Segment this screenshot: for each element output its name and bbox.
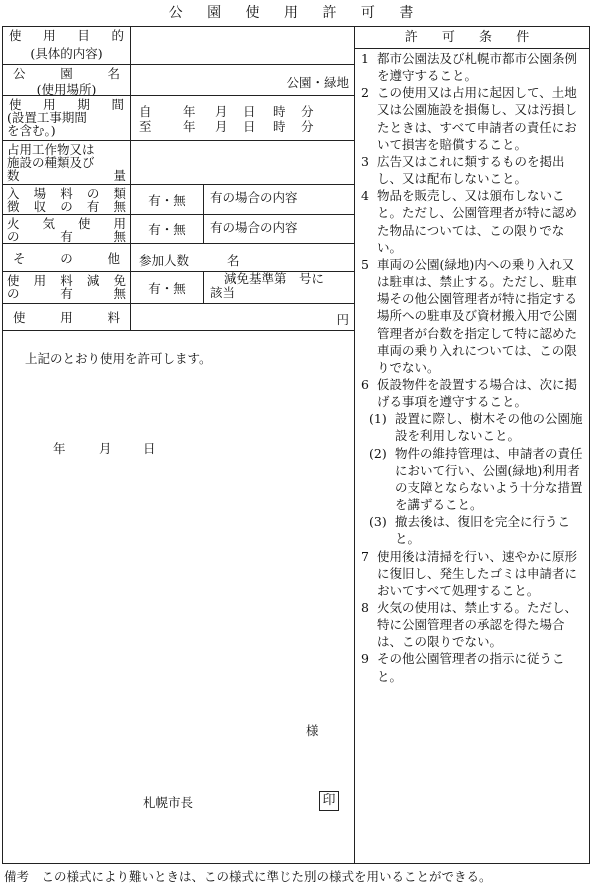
reduction-basis-text: 減免基準第 号に (224, 271, 325, 286)
row-structure (3, 141, 355, 185)
label-char: 他 (107, 251, 120, 266)
structure-field[interactable] (131, 141, 355, 184)
unit-day: 日 (243, 119, 256, 134)
label-char: の (86, 186, 100, 201)
remarks-note: 備考 この様式により難いときは、この様式に準じた別の様式を用いることができる。 (4, 869, 492, 884)
yen-unit: 円 (336, 312, 349, 327)
seal-mark: 印 (319, 791, 339, 811)
other-field[interactable] (131, 244, 355, 271)
label-char: 場 (33, 186, 47, 201)
condition-text: 物品を販売し、又は頒布しないこと。ただし、公園管理者が特に認めた物品については、この限りでない。 (377, 188, 578, 255)
label-subtext: 施設の種類及び (7, 155, 95, 170)
label-char: 減 (86, 273, 100, 288)
addressee-suffix: 様 (306, 723, 319, 738)
label-park (3, 65, 131, 95)
condition-item (361, 153, 585, 187)
row-entry-fee (3, 185, 355, 215)
label-char: 間 (111, 97, 124, 112)
label-char: の (7, 229, 20, 244)
condition-item (361, 599, 585, 650)
unit-year: 年 (183, 104, 196, 119)
subitem-text: 撤去後は、復旧を完全に行うこと。 (395, 514, 571, 547)
label-char: 使 (9, 97, 22, 112)
row-period (3, 96, 355, 141)
label-char: の (60, 251, 73, 266)
issuer-name: 札幌市長 (143, 795, 194, 810)
participants-label: 参加人数 (139, 253, 190, 268)
unit-hour: 時 (273, 119, 286, 134)
label-char: 無 (113, 199, 126, 214)
unit-year: 年 (183, 119, 196, 134)
row-park (3, 65, 355, 96)
label-fee-reduction (3, 272, 131, 303)
label-char: 有 (60, 286, 73, 301)
form-frame (2, 26, 590, 864)
permit-statement: 上記のとおり使用を許可します。 (25, 351, 212, 366)
label-char: 免 (113, 273, 126, 288)
condition-text: 都市公園法及び札幌市都市公園条例を遵守すること。 (377, 51, 578, 84)
label-char: 使 (7, 273, 20, 288)
condition-subitem (361, 445, 585, 514)
subitem-number: (1) (369, 411, 387, 427)
label-char: 用 (33, 273, 47, 288)
label-char: の (7, 286, 20, 301)
row-fee-reduction (3, 272, 355, 304)
label-char: 期 (77, 97, 90, 112)
condition-number: 8 (361, 600, 369, 615)
label-char: 数 (7, 168, 20, 183)
condition-item (361, 256, 585, 376)
label-subtext: (設置工事期間 (7, 110, 87, 125)
unit-minute: 分 (301, 119, 314, 134)
condition-text: 使用後は清掃を行い、速やかに原形に復旧し、発生したゴミは申請者においてすべて処理すること。 (377, 548, 578, 598)
condition-item (361, 84, 585, 153)
conditions-heading: 許 可 条 件 (355, 27, 589, 49)
document-title: 公 園 使 用 許 可 書 (168, 5, 424, 21)
condition-text: 車両の公園(緑地)内への乗り入れ又は駐車は、禁止する。ただし、駐車場その他公園管理者が特に指定する場所への駐車及び資材搬入用で公園管理者が台数を指定して特に認めた車両の乗り入れについては、この限りでない。 (377, 256, 578, 375)
condition-item (361, 187, 585, 256)
unit-hour: 時 (273, 104, 286, 119)
period-to-label: 至 (139, 119, 152, 134)
unit-minute: 分 (301, 104, 314, 119)
park-type-value: 公園・緑地 (286, 75, 349, 90)
label-subtext: (使用場所) (36, 82, 97, 97)
conditions-list (355, 49, 589, 685)
condition-subitem (361, 410, 585, 444)
label-char: 類 (113, 186, 126, 201)
permit-date-month: 月 (99, 441, 112, 456)
label-char: 量 (113, 168, 126, 183)
label-structure (3, 141, 131, 184)
label-entry-fee (3, 185, 131, 214)
label-char: 用 (60, 310, 73, 325)
label-subtext: 占用工作物又は (7, 142, 95, 157)
label-char: 料 (60, 273, 73, 288)
row-usage-fee (3, 304, 355, 331)
label-char: 的 (111, 28, 124, 43)
reduction-basis-text: 該当 (210, 285, 236, 300)
subitem-number: (2) (369, 445, 387, 461)
label-char: 無 (113, 286, 126, 301)
condition-number: 9 (361, 651, 369, 667)
label-char: 気 (42, 216, 55, 231)
label-subtext: (具体的内容) (30, 46, 103, 61)
fee-reduction-select[interactable]: 有・無 (131, 272, 204, 303)
label-char: 有 (60, 229, 73, 244)
subitem-number: (3) (369, 514, 387, 530)
unit-day: 日 (243, 104, 256, 119)
label-char: 無 (113, 229, 126, 244)
condition-text: その他公園管理者の指示に従うこと。 (377, 651, 565, 684)
condition-number: 3 (361, 153, 369, 169)
label-char: 入 (7, 186, 20, 201)
permit-date-year: 年 (53, 441, 66, 456)
conditions-column (355, 27, 589, 863)
condition-item (361, 50, 585, 84)
unit-month: 月 (215, 119, 228, 134)
condition-item (361, 376, 585, 410)
unit-month: 月 (215, 104, 228, 119)
fire-detail[interactable]: 有の場合の内容 (210, 220, 298, 235)
label-period (3, 96, 131, 140)
label-fire (3, 215, 131, 243)
label-char: 料 (60, 186, 73, 201)
condition-text: 火気の使用は、禁止する。ただし、特に公園管理者の承認を得た場合は、この限りでない。 (377, 600, 578, 650)
condition-number: 4 (361, 188, 369, 204)
participants-unit: 名 (227, 253, 240, 268)
label-subtext: を含む。) (7, 123, 56, 138)
label-char: 名 (107, 66, 120, 81)
entry-fee-select[interactable]: 有・無 (131, 185, 204, 214)
condition-text: この使用又は占用に起因して、土地又は公園施設を損傷し、又は汚損したときは、すべて申請者の責任において損害を賠償すること。 (377, 85, 578, 152)
label-char: 用 (43, 28, 56, 43)
row-purpose (3, 27, 355, 65)
condition-number: 6 (361, 376, 369, 392)
condition-text: 仮設物件を設置する場合は、次に掲げる事項を遵守すること。 (377, 376, 578, 410)
label-char: 使 (77, 216, 91, 231)
permit-date-day: 日 (143, 441, 156, 456)
label-char: 用 (113, 216, 126, 231)
row-fire (3, 215, 355, 244)
usage-fee-field[interactable] (131, 304, 355, 330)
label-char: 火 (7, 216, 20, 231)
label-char: 使 (9, 28, 22, 43)
label-purpose (3, 27, 131, 64)
label-char: そ (13, 251, 26, 266)
label-char: 収 (33, 199, 47, 214)
label-char: 料 (107, 310, 120, 325)
condition-item (361, 548, 585, 599)
condition-subitem (361, 513, 585, 547)
purpose-field[interactable] (131, 27, 355, 64)
row-other (3, 244, 355, 272)
park-field[interactable] (131, 65, 355, 95)
condition-text: 広告又はこれに類するものを掲出し、又は配布しないこと。 (377, 153, 565, 187)
subitem-text: 設置に際し、樹木その他の公園施設を利用しないこと。 (395, 411, 583, 444)
fire-select[interactable]: 有・無 (131, 215, 204, 243)
period-field[interactable] (131, 96, 355, 140)
condition-item (361, 650, 585, 684)
label-usage-fee (3, 304, 131, 330)
period-from-label: 自 (139, 104, 152, 119)
label-char: 目 (77, 28, 90, 43)
condition-number: 5 (361, 256, 369, 272)
condition-number: 1 (361, 51, 369, 66)
condition-number: 2 (361, 85, 369, 101)
label-char: 用 (43, 97, 56, 112)
form-left-column (3, 27, 355, 863)
label-other (3, 244, 131, 271)
label-char: の (60, 199, 73, 214)
label-char: 徴 (7, 199, 20, 214)
entry-fee-detail[interactable]: 有の場合の内容 (210, 190, 298, 205)
subitem-text: 物件の維持管理は、申請者の責任において行い、公園(緑地)利用者の支障とならないよう十分な措置を講ずること。 (395, 445, 583, 513)
label-char: 使 (13, 310, 26, 325)
label-char: 公 (13, 66, 26, 81)
condition-number: 7 (361, 548, 369, 564)
label-char: 有 (86, 199, 100, 214)
fee-reduction-detail[interactable] (204, 272, 355, 303)
label-char: 園 (60, 66, 73, 81)
